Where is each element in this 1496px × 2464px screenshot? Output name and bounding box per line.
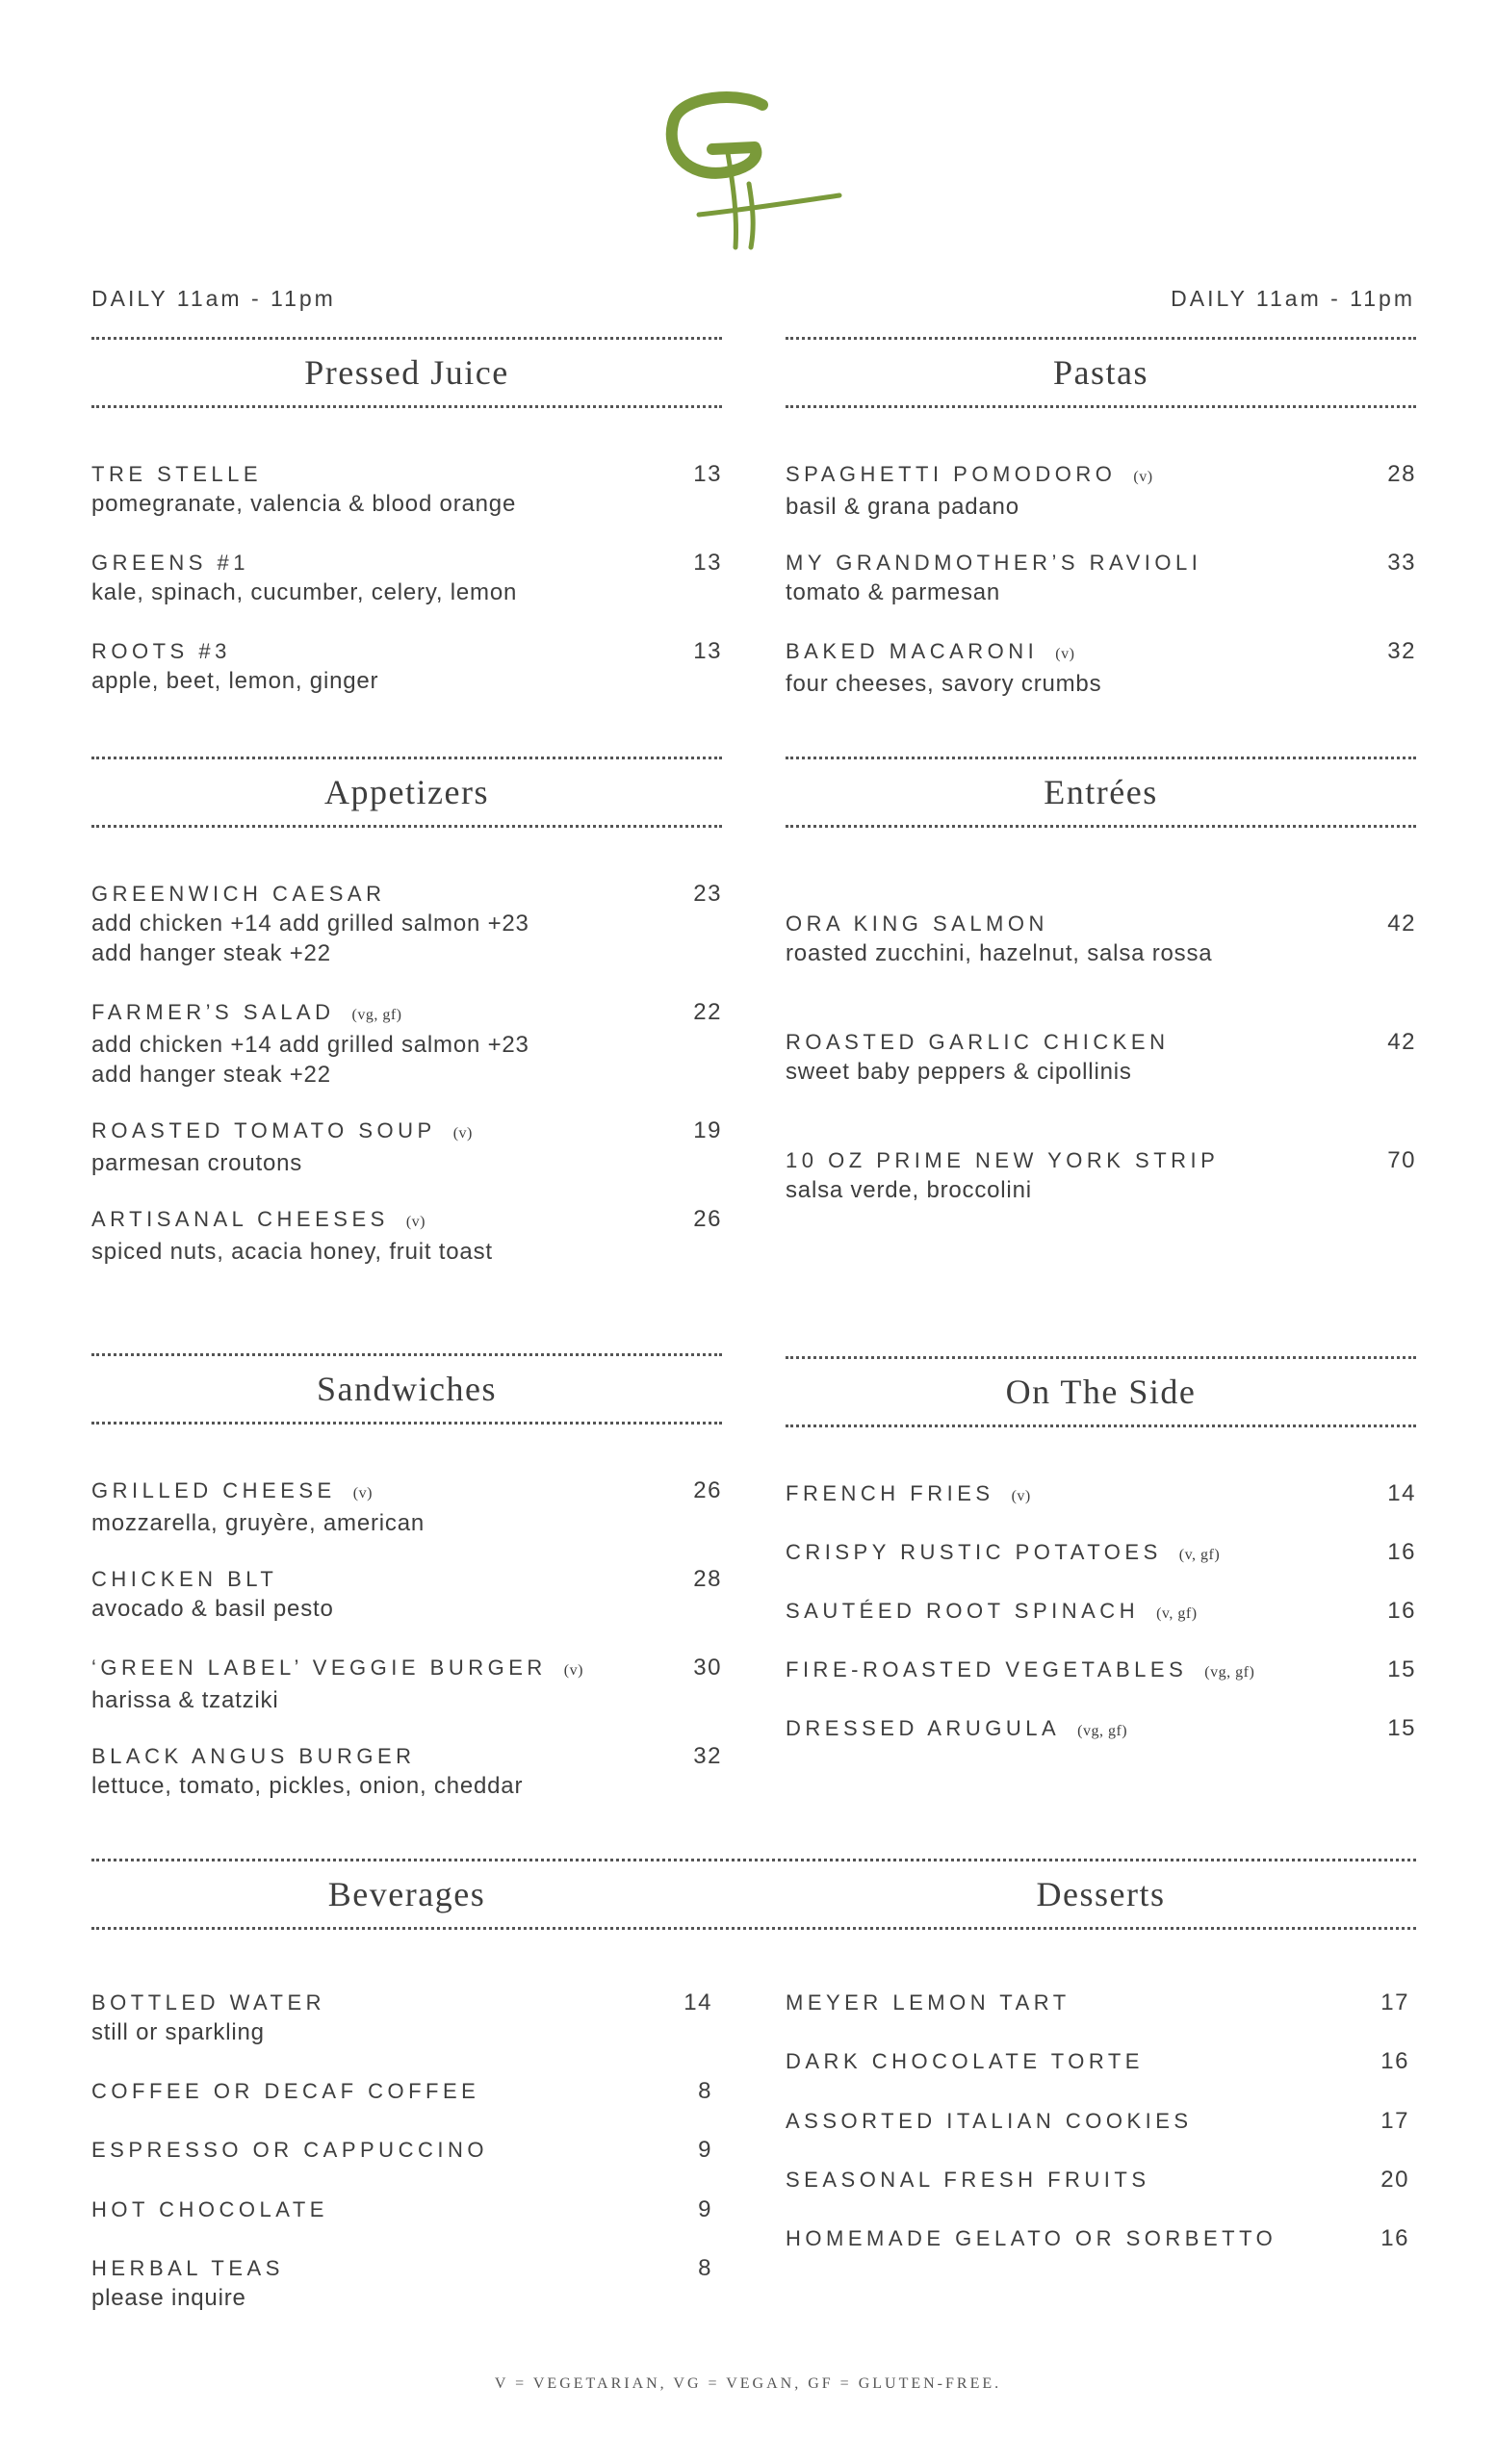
item-price: 20: [1380, 2167, 1409, 2193]
beverages-list: [91, 1989, 712, 2335]
diet-tag: (v): [405, 1214, 426, 1230]
item-price: 28: [1387, 461, 1416, 487]
item-price: 23: [693, 881, 722, 907]
item-price: 13: [693, 461, 722, 487]
item-description: avocado & basil pesto: [91, 1596, 334, 1622]
item-price: 14: [684, 1989, 712, 2015]
item-description: add chicken +14 add grilled salmon +23: [91, 1032, 529, 1058]
menu-item: [91, 2136, 712, 2165]
item-name: DARK CHOCOLATE TORTE: [786, 2049, 1144, 2073]
section-title: Sandwiches: [317, 1370, 497, 1408]
menu-item: [91, 2195, 712, 2224]
diet-tag: (vg, gf): [1204, 1664, 1255, 1681]
dotted-divider: [91, 405, 722, 408]
item-name: ‘GREEN LABEL’ VEGGIE BURGER (v): [91, 1656, 583, 1680]
item-description: parmesan croutons: [91, 1150, 303, 1176]
item-name: HERBAL TEAS: [91, 2256, 284, 2280]
item-name: SAUTÉED ROOT SPINACH (v, gf): [786, 1599, 1198, 1623]
item-name: BAKED MACARONI (v): [786, 639, 1075, 663]
item-price: 17: [1380, 1989, 1409, 2015]
item-price: 26: [693, 1477, 722, 1503]
diet-tag: (v, gf): [1178, 1547, 1221, 1563]
item-name: SEASONAL FRESH FRUITS: [786, 2168, 1150, 2192]
section-title: Entrées: [1044, 773, 1158, 811]
item-description: kale, spinach, cucumber, celery, lemon: [91, 579, 518, 605]
menu-item: [91, 1205, 722, 1267]
hours-right: DAILY 11am - 11pm: [1171, 286, 1415, 311]
diet-tag: (vg, gf): [351, 1007, 402, 1023]
item-name: ROOTS #3: [91, 639, 231, 663]
menu-item: [91, 1989, 712, 2047]
diet-tag: (v): [1055, 646, 1075, 662]
item-price: 16: [1387, 1598, 1416, 1624]
section-pressed-juice: [91, 337, 722, 701]
section-title-desserts: Desserts: [1036, 1875, 1166, 1913]
item-price: 14: [1387, 1480, 1416, 1506]
item-name: HOMEMADE GELATO OR SORBETTO: [786, 2226, 1277, 2250]
item-price: 16: [1387, 1539, 1416, 1565]
item-description: add hanger steak +22: [91, 940, 331, 966]
item-name: CHICKEN BLT: [91, 1567, 278, 1591]
item-name: ESPRESSO OR CAPPUCCINO: [91, 2138, 488, 2162]
item-name: ASSORTED ITALIAN COOKIES: [786, 2109, 1193, 2133]
item-name: ARTISANAL CHEESES (v): [91, 1207, 426, 1231]
menu-item: [91, 1654, 722, 1715]
section-title-beverages: Beverages: [327, 1875, 486, 1913]
item-description: pomegranate, valencia & blood orange: [91, 491, 517, 517]
menu-item: [786, 637, 1416, 699]
hours-left: DAILY 11am - 11pm: [91, 286, 336, 311]
section-appetizers: [91, 757, 722, 1284]
item-name: FRENCH FRIES (v): [786, 1481, 1031, 1505]
menu-item: [786, 2107, 1409, 2136]
item-name: BOTTLED WATER: [91, 1990, 326, 2015]
item-price: 17: [1380, 2108, 1409, 2134]
item-description: apple, beet, lemon, ginger: [91, 668, 379, 694]
item-price: 22: [693, 999, 722, 1025]
item-name: GREENS #1: [91, 551, 249, 575]
menu-item: [786, 1989, 1409, 2017]
section-pastas: [786, 337, 1416, 701]
item-name: ROASTED TOMATO SOUP (v): [91, 1118, 473, 1142]
dotted-divider: [786, 825, 1416, 828]
section-sandwiches: [91, 1353, 722, 1804]
item-price: 42: [1387, 1029, 1416, 1055]
menu-item: [786, 2166, 1409, 2194]
menu-item: [91, 998, 722, 1090]
menu-item: [91, 1116, 722, 1178]
item-price: 8: [698, 2255, 712, 2281]
item-description: four cheeses, savory crumbs: [786, 671, 1102, 697]
item-description: tomato & parmesan: [786, 579, 1001, 605]
item-price: 33: [1387, 550, 1416, 576]
item-name: SPAGHETTI POMODORO (v): [786, 462, 1153, 486]
item-name: CRISPY RUSTIC POTATOES (v, gf): [786, 1540, 1221, 1564]
section-title: Pastas: [1053, 353, 1148, 392]
item-name: COFFEE OR DECAF COFFEE: [91, 2079, 480, 2103]
item-price: 42: [1387, 911, 1416, 937]
menu-item: [91, 880, 722, 968]
dotted-divider: [91, 1422, 722, 1424]
item-price: 15: [1387, 1656, 1416, 1682]
item-price: 9: [698, 2196, 712, 2222]
section-title: On The Side: [1005, 1373, 1197, 1411]
item-name: TRE STELLE: [91, 462, 263, 486]
item-description: mozzarella, gruyère, american: [91, 1510, 425, 1536]
dotted-divider: [91, 825, 722, 828]
item-name: FIRE-ROASTED VEGETABLES (vg, gf): [786, 1657, 1255, 1681]
menu-item: [786, 1538, 1416, 1570]
menu-item: [91, 637, 722, 696]
diet-tag: (vg, gf): [1077, 1723, 1128, 1739]
item-price: 8: [698, 2078, 712, 2104]
item-price: 13: [693, 550, 722, 576]
diet-tag: (v): [1133, 469, 1153, 485]
desserts-list: [786, 1989, 1409, 2258]
item-name: DRESSED ARUGULA (vg, gf): [786, 1716, 1128, 1740]
item-description: add chicken +14 add grilled salmon +23: [91, 911, 529, 937]
item-name: ORA KING SALMON: [786, 911, 1048, 936]
item-price: 30: [693, 1655, 722, 1681]
menu-item: [786, 1479, 1416, 1511]
menu-item: [91, 460, 722, 519]
item-price: 9: [698, 2137, 712, 2163]
item-price: 26: [693, 1206, 722, 1232]
item-name: BLACK ANGUS BURGER: [91, 1744, 416, 1768]
item-price: 70: [1387, 1147, 1416, 1173]
item-price: 16: [1380, 2225, 1409, 2251]
menu-item: [91, 549, 722, 607]
menu-item: [91, 2254, 712, 2313]
menu-item: [786, 1028, 1416, 1087]
menu-item: [786, 1714, 1416, 1746]
item-price: 19: [693, 1117, 722, 1143]
item-description: add hanger steak +22: [91, 1062, 331, 1088]
item-price: 16: [1380, 2048, 1409, 2074]
section-entrees: [786, 757, 1416, 1218]
dotted-divider: [91, 1927, 1416, 1930]
menu-item: [786, 910, 1416, 968]
menu-item: [786, 2047, 1409, 2076]
item-name: GREENWICH CAESAR: [91, 882, 386, 906]
item-price: 13: [693, 638, 722, 664]
item-price: 32: [1387, 638, 1416, 664]
diet-tag: (v): [452, 1125, 473, 1142]
item-price: 28: [693, 1566, 722, 1592]
item-name: HOT CHOCOLATE: [91, 2197, 328, 2221]
diet-tag: (v): [1011, 1488, 1031, 1504]
item-description: harissa & tzatziki: [91, 1687, 279, 1713]
menu-item: [786, 1656, 1416, 1687]
item-description: still or sparkling: [91, 2019, 265, 2045]
item-description: spiced nuts, acacia honey, fruit toast: [91, 1239, 493, 1265]
menu-item: [786, 1597, 1416, 1629]
dotted-divider: [786, 405, 1416, 408]
menu-item: [786, 549, 1416, 607]
item-name: MY GRANDMOTHER’S RAVIOLI: [786, 551, 1202, 575]
section-on-the-side: [786, 1356, 1416, 1749]
diet-tag: (v, gf): [1156, 1605, 1198, 1622]
item-price: 32: [693, 1743, 722, 1769]
menu-item: [91, 1476, 722, 1538]
item-description: salsa verde, broccolini: [786, 1177, 1032, 1203]
item-description: basil & grana padano: [786, 494, 1019, 520]
item-description: please inquire: [91, 2285, 246, 2311]
item-price: 15: [1387, 1715, 1416, 1741]
diet-tag: (v): [563, 1662, 583, 1679]
item-name: GRILLED CHEESE (v): [91, 1478, 373, 1502]
menu-item: [786, 1146, 1416, 1205]
section-beverages-desserts: [91, 1859, 1416, 1930]
dotted-divider: [786, 1424, 1416, 1427]
menu-item: [91, 1742, 722, 1801]
menu-item: [786, 2224, 1409, 2253]
section-title: Pressed Juice: [304, 353, 509, 392]
diet-legend: V = VEGETARIAN, VG = VEGAN, GF = GLUTEN-FREE.: [494, 2375, 1002, 2392]
menu-item: [91, 2077, 712, 2106]
item-description: sweet baby peppers & cipollinis: [786, 1059, 1132, 1085]
gh-monogram-logo: [655, 91, 847, 255]
menu-item: [91, 1565, 722, 1624]
item-name: MEYER LEMON TART: [786, 1990, 1070, 2015]
menu-item: [786, 460, 1416, 522]
item-description: lettuce, tomato, pickles, onion, cheddar: [91, 1773, 524, 1799]
item-description: roasted zucchini, hazelnut, salsa rossa: [786, 940, 1213, 966]
item-name: 10 OZ PRIME NEW YORK STRIP: [786, 1148, 1220, 1172]
item-name: FARMER’S SALAD (vg, gf): [91, 1000, 402, 1024]
diet-tag: (v): [352, 1485, 373, 1502]
item-name: ROASTED GARLIC CHICKEN: [786, 1030, 1170, 1054]
section-title: Appetizers: [324, 773, 489, 811]
